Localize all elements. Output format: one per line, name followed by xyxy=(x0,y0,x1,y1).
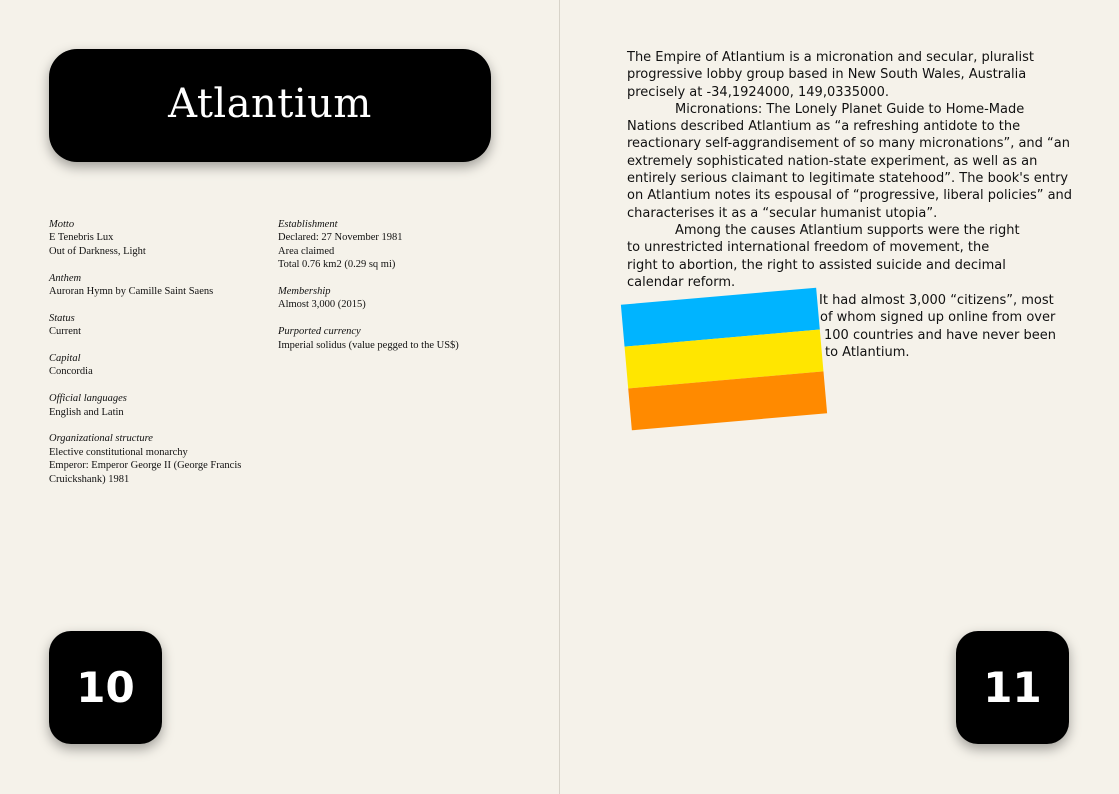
paragraph-micronations: Micronations: The Lonely Planet Guide to Home-Made Nations described Atlantium as “a refreshing antidote to the reactionary self-aggrandisement of so many micronations”, and “an extremely sophisticated nation-state experiment, as well as an entirely serious claimant to legitimate statehood”. The book's entry on Atlantium notes its espousal of “progressive, liberal policies” and characterises it as a “secular humanist utopia”. xyxy=(627,101,1073,221)
fact-value: Current xyxy=(49,326,82,338)
fact-value: Area claimed xyxy=(278,245,335,257)
fact-label: Anthem xyxy=(49,272,82,284)
fact-label: Membership xyxy=(278,286,331,298)
fact-value: Declared: 27 November 1981 xyxy=(278,232,403,244)
text-line: It had almost 3,000 “citizens”, most xyxy=(819,293,1054,308)
fact-structure xyxy=(49,432,271,486)
fact-label: Motto xyxy=(49,219,75,230)
right-page xyxy=(560,0,1119,794)
fact-label: Purported currency xyxy=(278,326,361,338)
text-line: to Atlantium. xyxy=(825,344,910,360)
text-line: right to abortion, the right to assisted suicide and decimal xyxy=(627,257,1006,273)
fact-label: Official languages xyxy=(49,393,127,405)
fact-status xyxy=(49,312,271,339)
fact-value: Elective constitutional monarchy xyxy=(49,446,188,458)
page-number-left: 10 xyxy=(49,631,162,744)
fact-value: E Tenebris Lux xyxy=(49,232,114,244)
fact-label: Status xyxy=(49,312,75,324)
article-body xyxy=(627,49,1077,291)
text-line: Among the causes Atlantium supports were the right xyxy=(675,222,1020,238)
text-line: 100 countries and have never been xyxy=(824,327,1056,343)
fact-label: Capital xyxy=(49,353,81,365)
fact-anthem xyxy=(49,272,271,299)
page-number-right: 11 xyxy=(956,631,1069,744)
atlantium-flag xyxy=(621,288,827,431)
fact-value: Imperial solidus (value pegged to the US$) xyxy=(278,339,459,351)
fact-membership xyxy=(278,285,518,312)
paragraph-intro: The Empire of Atlantium is a micronation and secular, pluralist progressive lobby group based in New South Wales, Australia precisely at -34,1924000, 149,0335000. xyxy=(627,50,1034,100)
left-page xyxy=(0,0,559,794)
paragraph-causes xyxy=(627,222,1077,291)
fact-languages xyxy=(49,392,271,419)
fact-value: Cruickshank) 1981 xyxy=(49,473,130,485)
fact-value: Total 0.76 km2 (0.29 sq mi) xyxy=(278,259,396,271)
fact-value: English and Latin xyxy=(49,406,124,418)
text-line: calendar reform. xyxy=(627,274,736,290)
text-line: of whom signed up online from over xyxy=(820,310,1056,326)
fact-value: Out of Darkness, Light xyxy=(49,245,146,257)
page-title: Atlantium xyxy=(168,80,372,127)
facts-column-a xyxy=(49,218,271,499)
fact-capital xyxy=(49,352,271,379)
fact-establishment xyxy=(278,218,518,272)
fact-value: Emperor: Emperor George II (George Francis xyxy=(49,460,242,472)
text-line: to unrestricted international freedom of movement, the xyxy=(627,240,990,256)
fact-label: Establishment xyxy=(278,219,338,230)
fact-currency xyxy=(278,325,518,352)
fact-value: Auroran Hymn by Camille Saint Saens xyxy=(49,286,214,298)
title-box xyxy=(49,49,491,162)
fact-value: Almost 3,000 (2015) xyxy=(278,299,366,311)
fact-motto xyxy=(49,218,271,258)
fact-value: Concordia xyxy=(49,366,93,378)
paragraph-citizens xyxy=(819,292,1077,361)
fact-label: Organizational structure xyxy=(49,433,153,445)
facts-column-b xyxy=(278,218,518,365)
